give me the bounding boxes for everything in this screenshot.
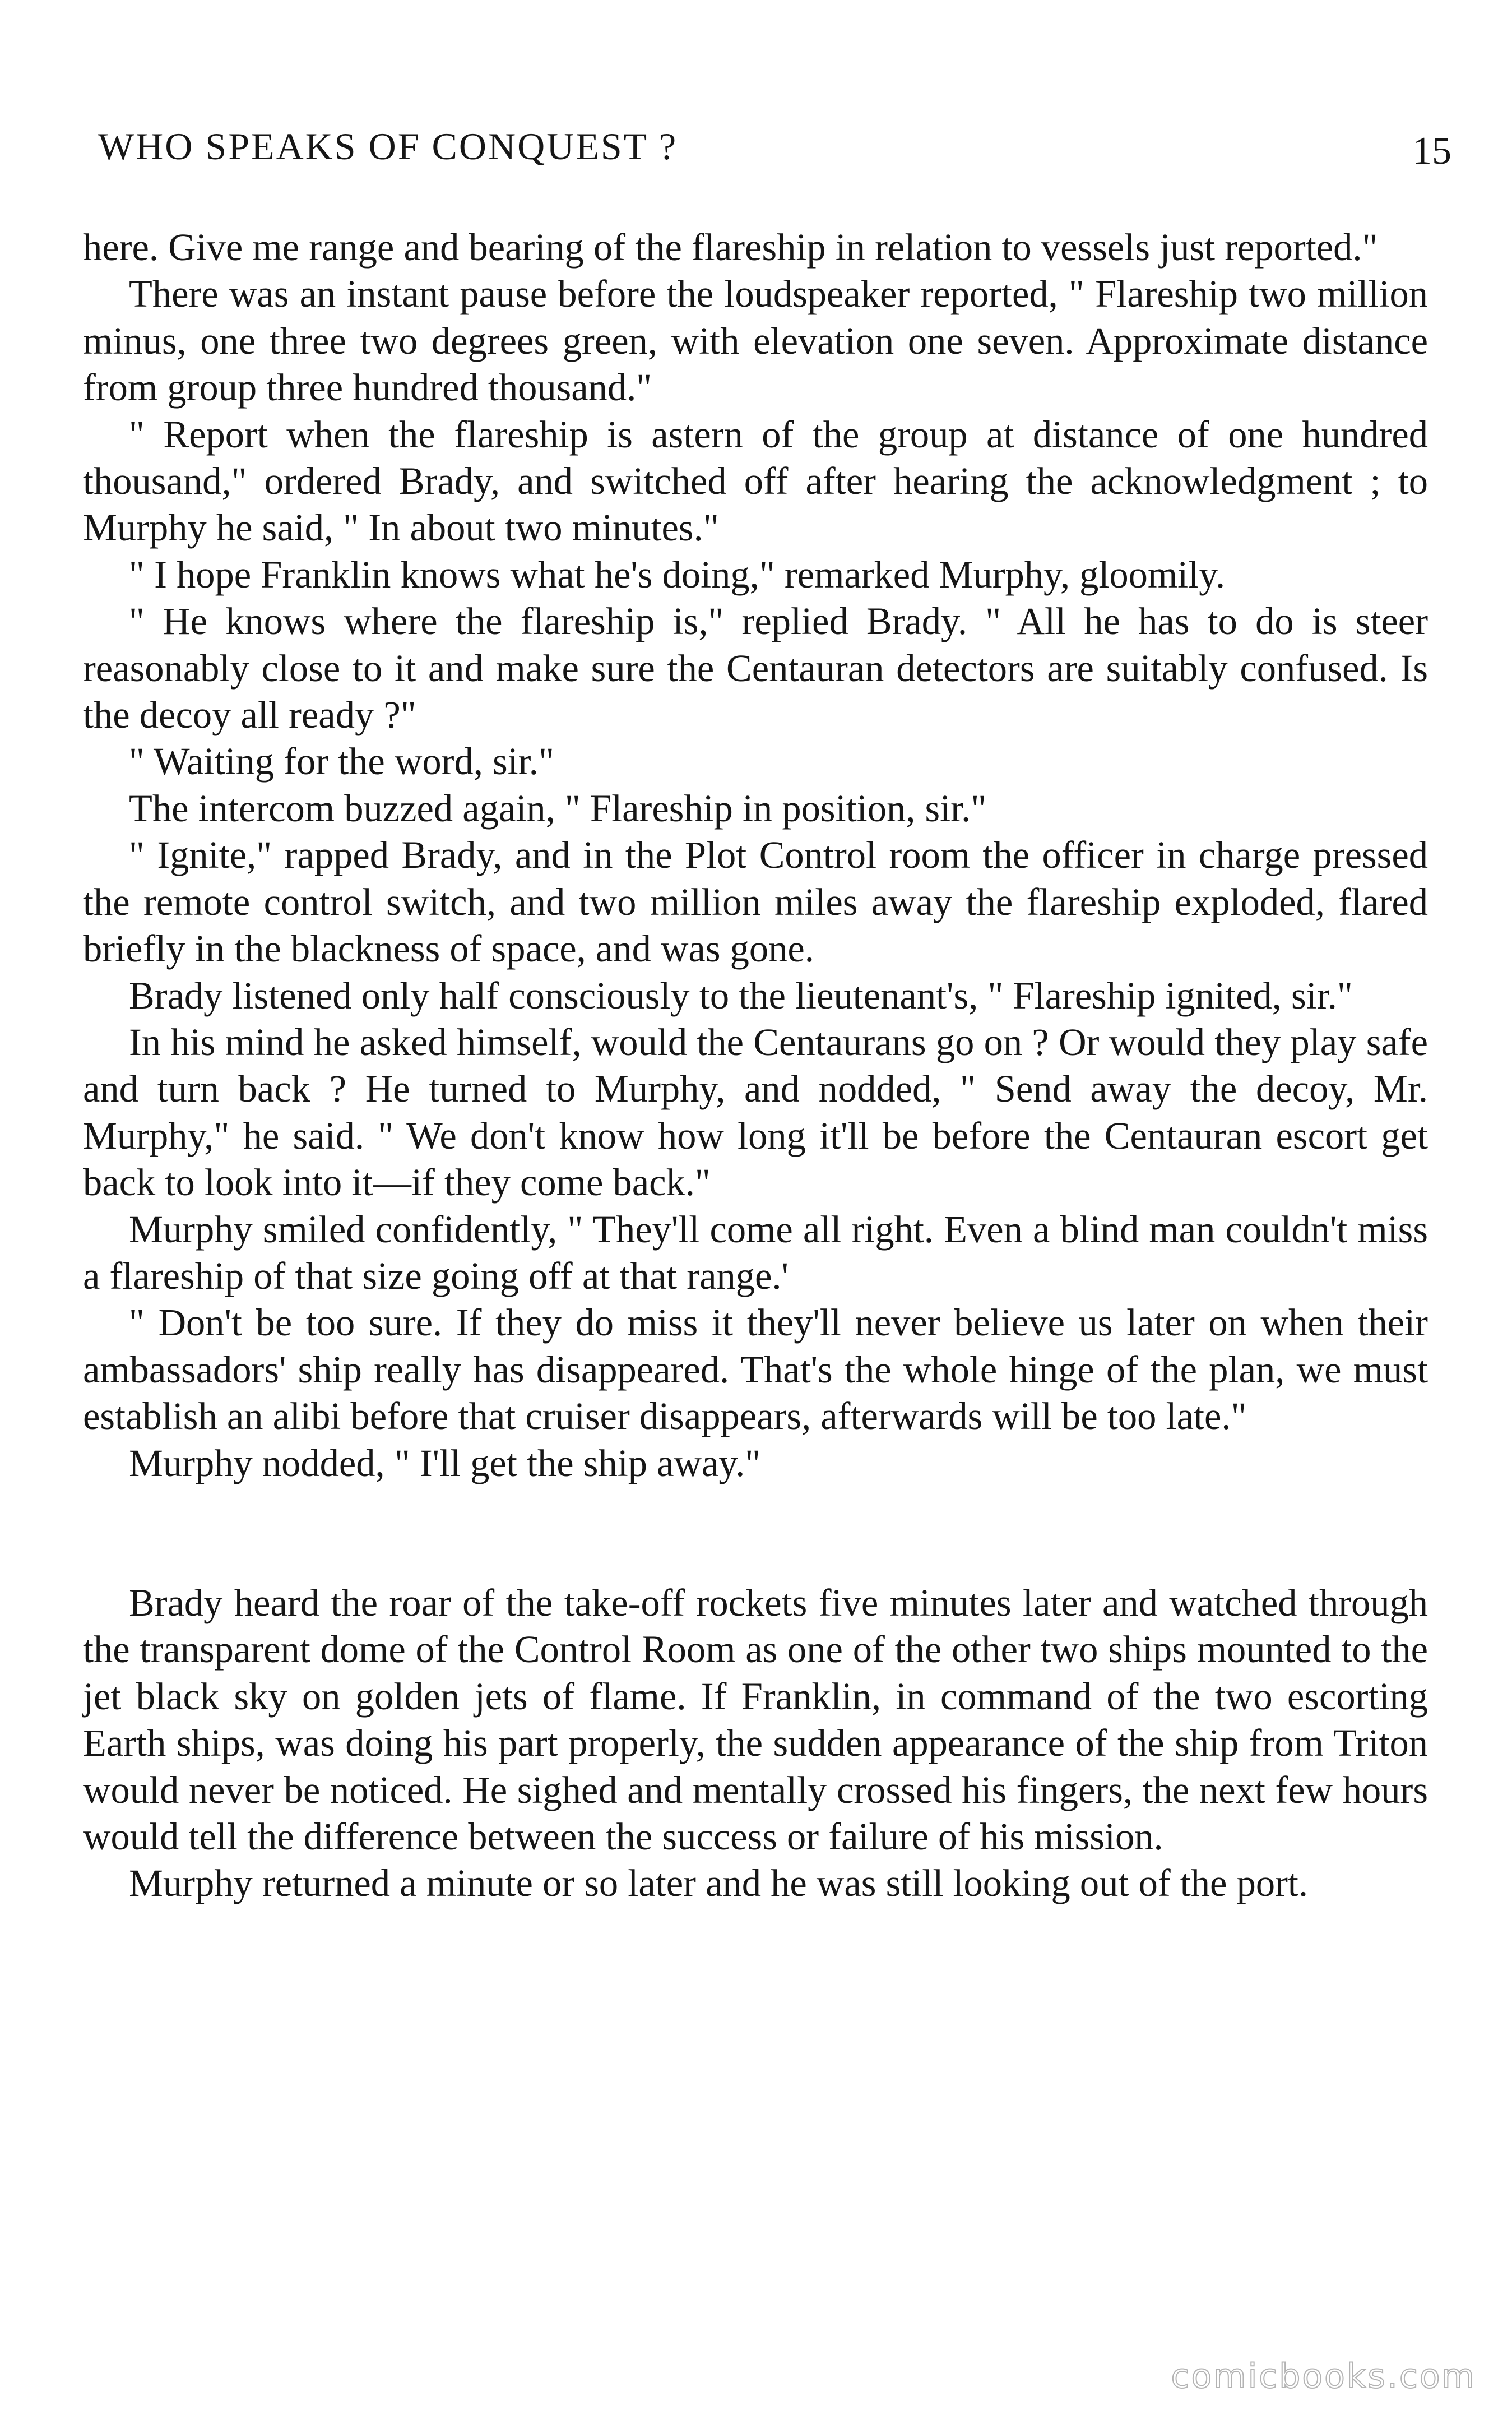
paragraph: " He knows where the flareship is," replied Brady. " All he has to do is steer reasonably close to it and make sure the Centauran detectors are suitably confused. Is the decoy all ready ?" [83,600,1428,737]
paragraph: Murphy returned a minute or so later and he was still looking out of the port. [129,1862,1309,1905]
paragraph: Murphy smiled confidently, " They'll come all right. Even a blind man couldn't miss a flareship of that size going off at that range.' [83,1208,1428,1297]
body-text [83,224,1428,1907]
watermark: comicbooks.com [1171,2357,1476,2396]
paragraph: " Ignite," rapped Brady, and in the Plot Control room the officer in charge pressed the remote control switch, and two million miles away the flareship exploded, flared briefly in the blackness of space, and was gone. [83,834,1428,970]
paragraph: here. Give me range and bearing of the flareship in relation to vessels just reported." [83,226,1378,269]
paragraph: " Don't be too sure. If they do miss it they'll never believe us later on when their ambassadors' ship really has disappeared. That's the whole hinge of the plan, we must establish an alibi before that cruiser disappears, afterwards will be too late." [83,1301,1428,1438]
paragraph: The intercom buzzed again, " Flareship in position, sir." [129,787,987,830]
page-number: 15 [1412,129,1451,173]
paragraph: Murphy nodded, " I'll get the ship away." [129,1441,761,1484]
running-title: WHO SPEAKS OF CONQUEST ? [98,125,678,168]
paragraph: " Waiting for the word, sir." [129,740,554,783]
paragraph: In his mind he asked himself, would the Centaurans go on ? Or would they play safe and turn back ? He turned to Murphy, and nodded, " Send away the decoy, Mr. Murphy," he said. " We don't know how long it'll be before the Centauran escort get back to look into it—if they come back." [83,1020,1428,1204]
running-head [98,124,1451,181]
paragraph: " Report when the flareship is astern of the group at distance of one hundred thousand," ordered Brady, and switched off after hearing the acknowledgment ; to Murphy he said, " In about two minutes." [83,413,1428,549]
paragraph: Brady heard the roar of the take-off rockets five minutes later and watched through the transparent dome of the Control Room as one of the other two ships mounted to the jet black sky on golden jets of flame. If Franklin, in command of the two escorting Earth ships, was doing his part properly, the sudden appearance of the ship from Triton would never be noticed. He sighed and mentally crossed his fingers, the next few hours would tell the difference between the success or failure of his mission. [83,1581,1428,1858]
paragraph: " I hope Franklin knows what he's doing," remarked Murphy, gloomily. [129,553,1226,596]
paragraph: There was an instant pause before the loudspeaker reported, " Flareship two million minus, one three two degrees green, with elevation one seven. Approximate distance from group three hundred thousand." [83,272,1428,409]
paragraph: Brady listened only half consciously to the lieutenant's, " Flareship ignited, sir." [129,974,1353,1017]
